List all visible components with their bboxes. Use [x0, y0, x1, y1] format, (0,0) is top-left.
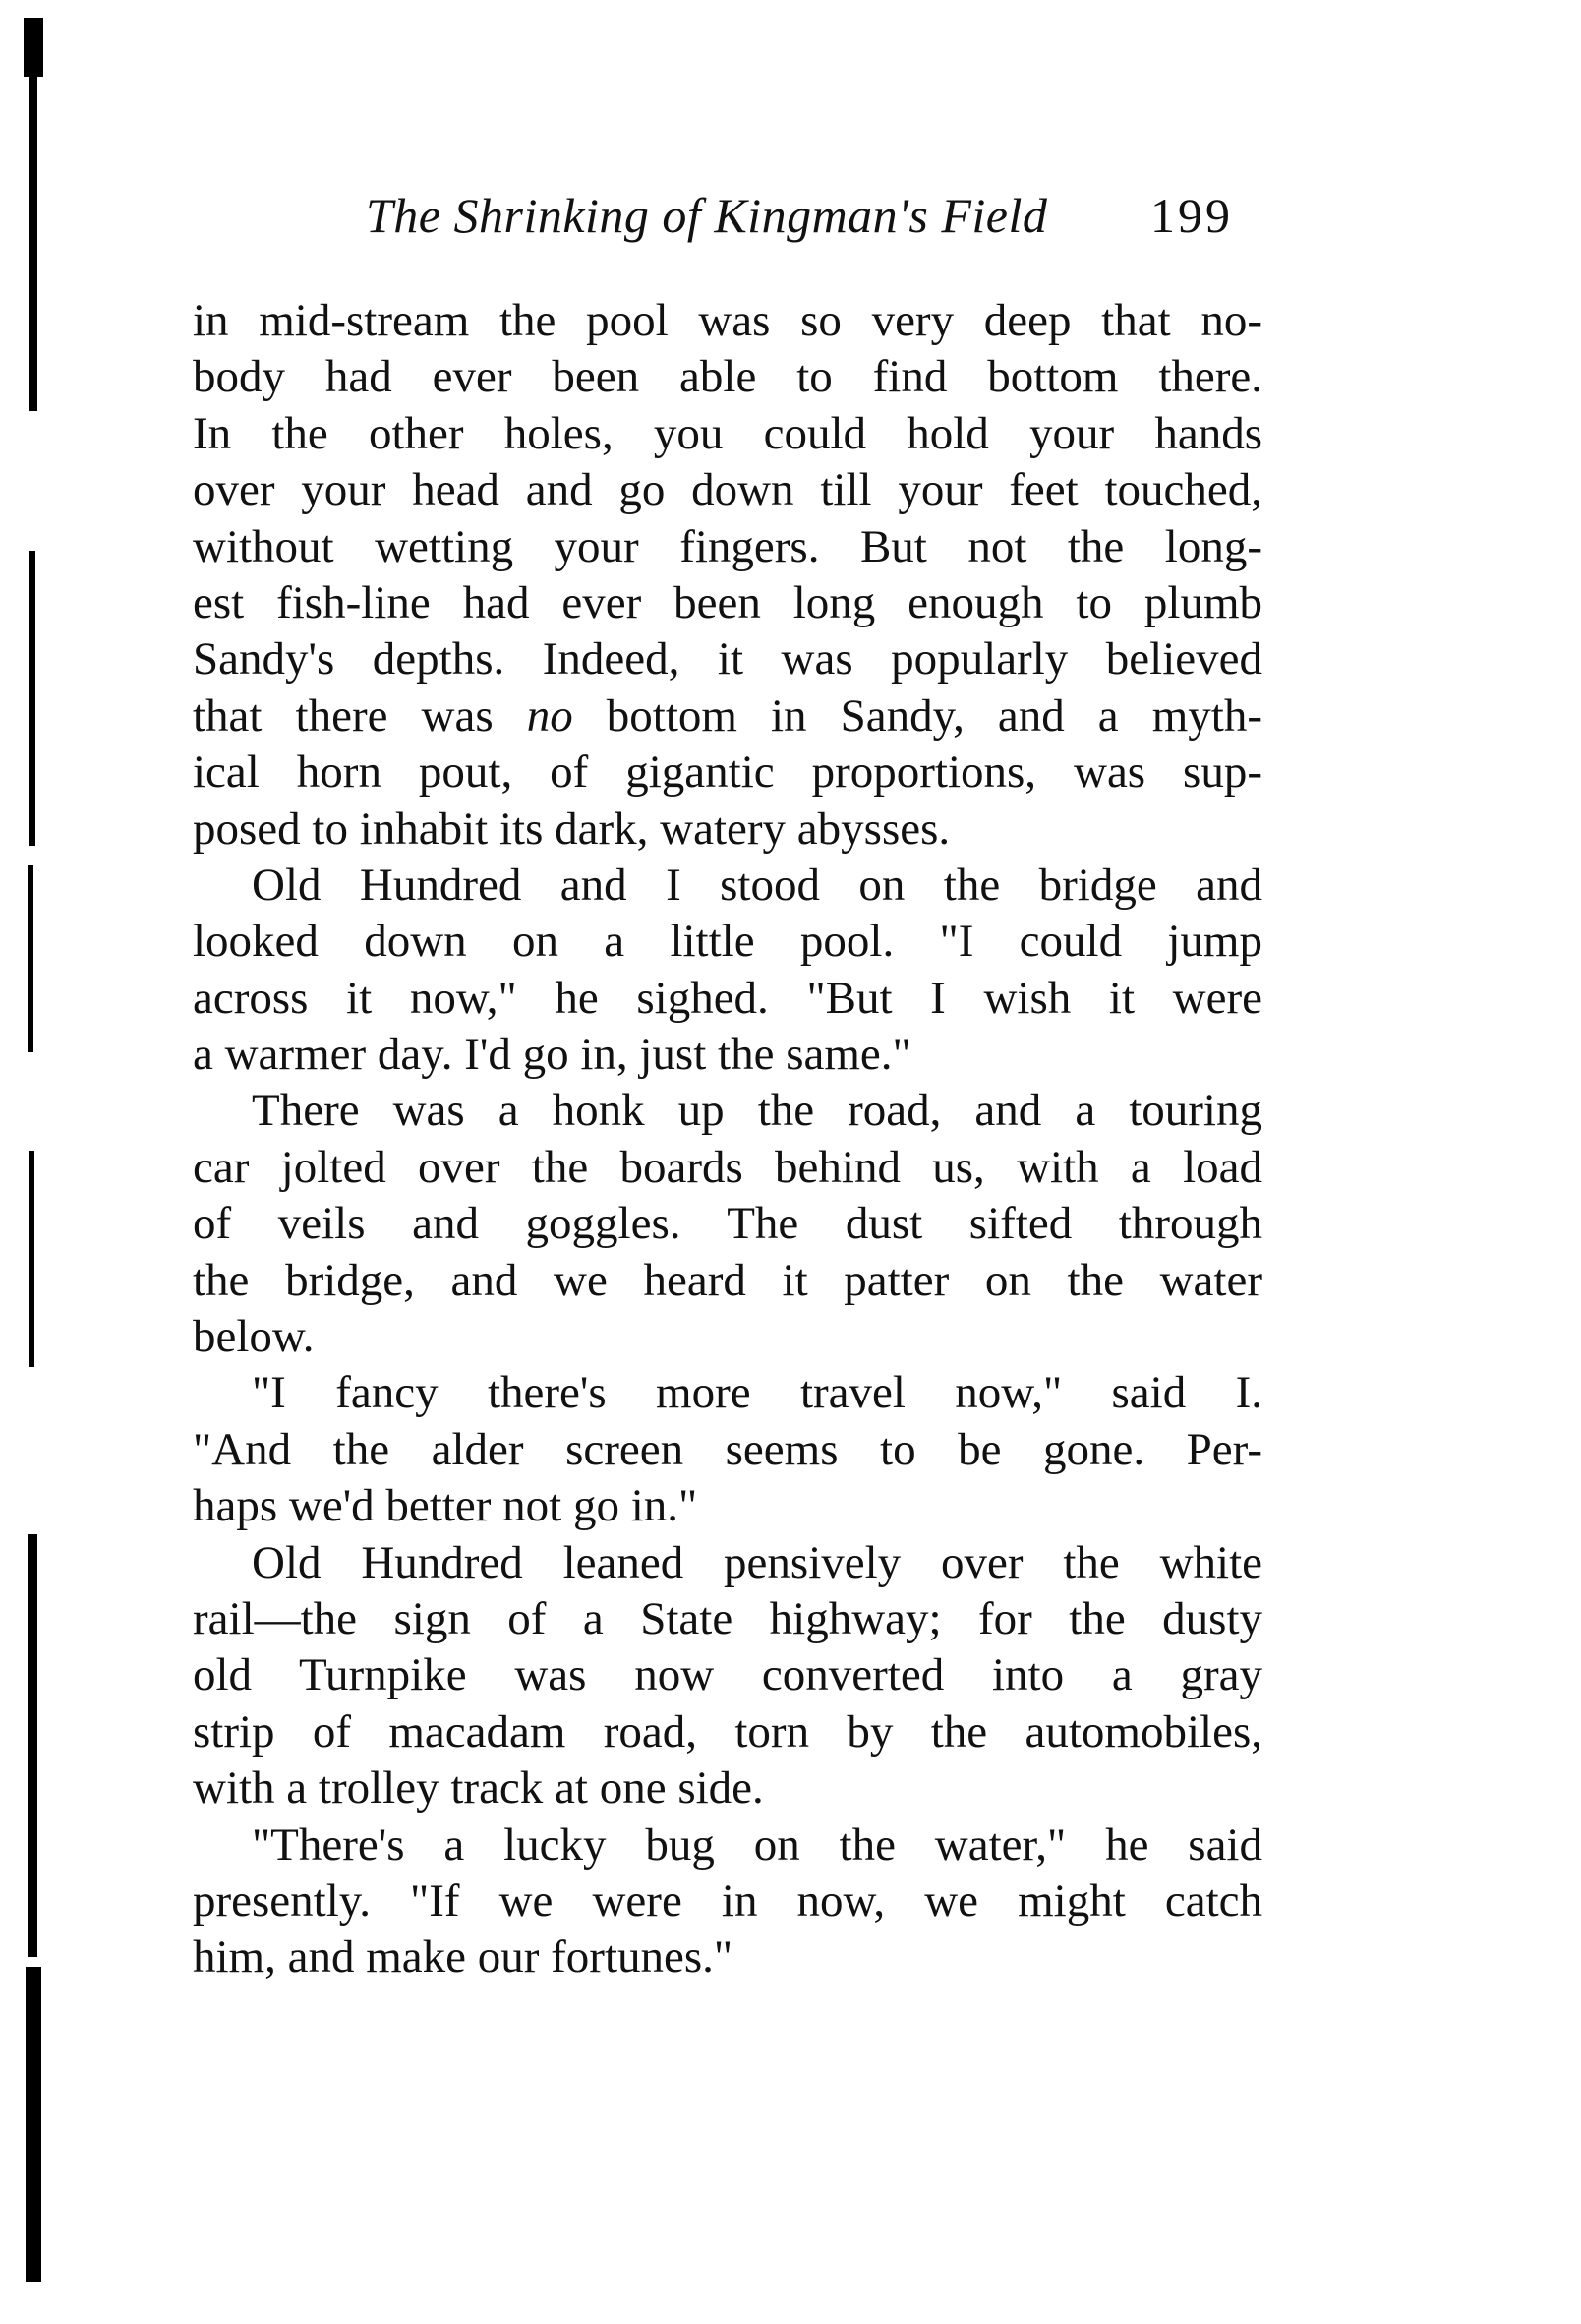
scan-edge-mark — [28, 1534, 37, 1957]
text-line: looked down on a little pool. "I could jump — [193, 916, 1262, 968]
text-line: below. — [193, 1311, 315, 1363]
text-line: presently. "If we were in now, we might catch — [193, 1875, 1262, 1927]
text-line: with a trolley track at one side. — [193, 1762, 764, 1815]
text-line: body had ever been able to find bottom there. — [193, 351, 1262, 403]
text-line: the bridge, and we heard it patter on the water — [193, 1254, 1262, 1306]
text-line: posed to inhabit its dark, watery abysses. — [193, 803, 951, 855]
text-line: that there was no bottom in Sandy, and a myth- — [193, 689, 1262, 742]
text-line: across it now," he sighed. "But I wish it were — [193, 972, 1262, 1024]
text-line: Old Hundred and I stood on the bridge and — [252, 859, 1262, 911]
text-line: In the other holes, you could hold your hands — [193, 407, 1262, 459]
scan-edge-mark — [28, 865, 33, 1052]
text-line: ical horn pout, of gigantic proportions, was sup- — [193, 746, 1262, 799]
scan-edge-mark — [29, 77, 37, 411]
text-line: him, and make our fortunes." — [193, 1932, 733, 1984]
text-line: strip of macadam road, torn by the automobiles, — [193, 1705, 1262, 1758]
text-line: over your head and go down till your feet touched, — [193, 464, 1262, 516]
body-text — [193, 293, 1262, 1987]
running-head — [193, 187, 1274, 256]
text-line: est fish-line had ever been long enough to plumb — [193, 576, 1262, 628]
text-line: There was a honk up the road, and a touring — [252, 1085, 1262, 1137]
text-line: "And the alder screen seems to be gone. Per- — [193, 1423, 1262, 1475]
scan-edge-mark — [29, 1151, 34, 1367]
text-line: without wetting your fingers. But not the long- — [193, 520, 1262, 572]
scan-edge-mark — [29, 551, 35, 846]
text-line: "I fancy there's more travel now," said I. — [252, 1367, 1262, 1419]
text-line: in mid-stream the pool was so very deep that no- — [193, 295, 1262, 346]
text-line: a warmer day. I'd go in, just the same." — [193, 1029, 911, 1081]
scan-edge-mark — [24, 18, 43, 77]
text-line: rail—the sign of a State highway; for the dusty — [193, 1592, 1262, 1644]
text-line: car jolted over the boards behind us, with a load — [193, 1141, 1262, 1193]
text-line: Sandy's depths. Indeed, it was popularly believed — [193, 633, 1262, 685]
emphasis: no — [526, 689, 573, 742]
page-number: 199 — [1150, 188, 1233, 243]
running-title: The Shrinking of Kingman's Field — [366, 188, 1048, 243]
text-line: haps we'd better not go in." — [193, 1480, 698, 1532]
text-line: "There's a lucky bug on the water," he said — [252, 1818, 1262, 1871]
text-line: old Turnpike was now converted into a gray — [193, 1649, 1262, 1701]
scan-edge-mark — [26, 1967, 41, 2282]
text-line: of veils and goggles. The dust sifted through — [193, 1198, 1262, 1250]
text-line: Old Hundred leaned pensively over the white — [252, 1536, 1262, 1588]
